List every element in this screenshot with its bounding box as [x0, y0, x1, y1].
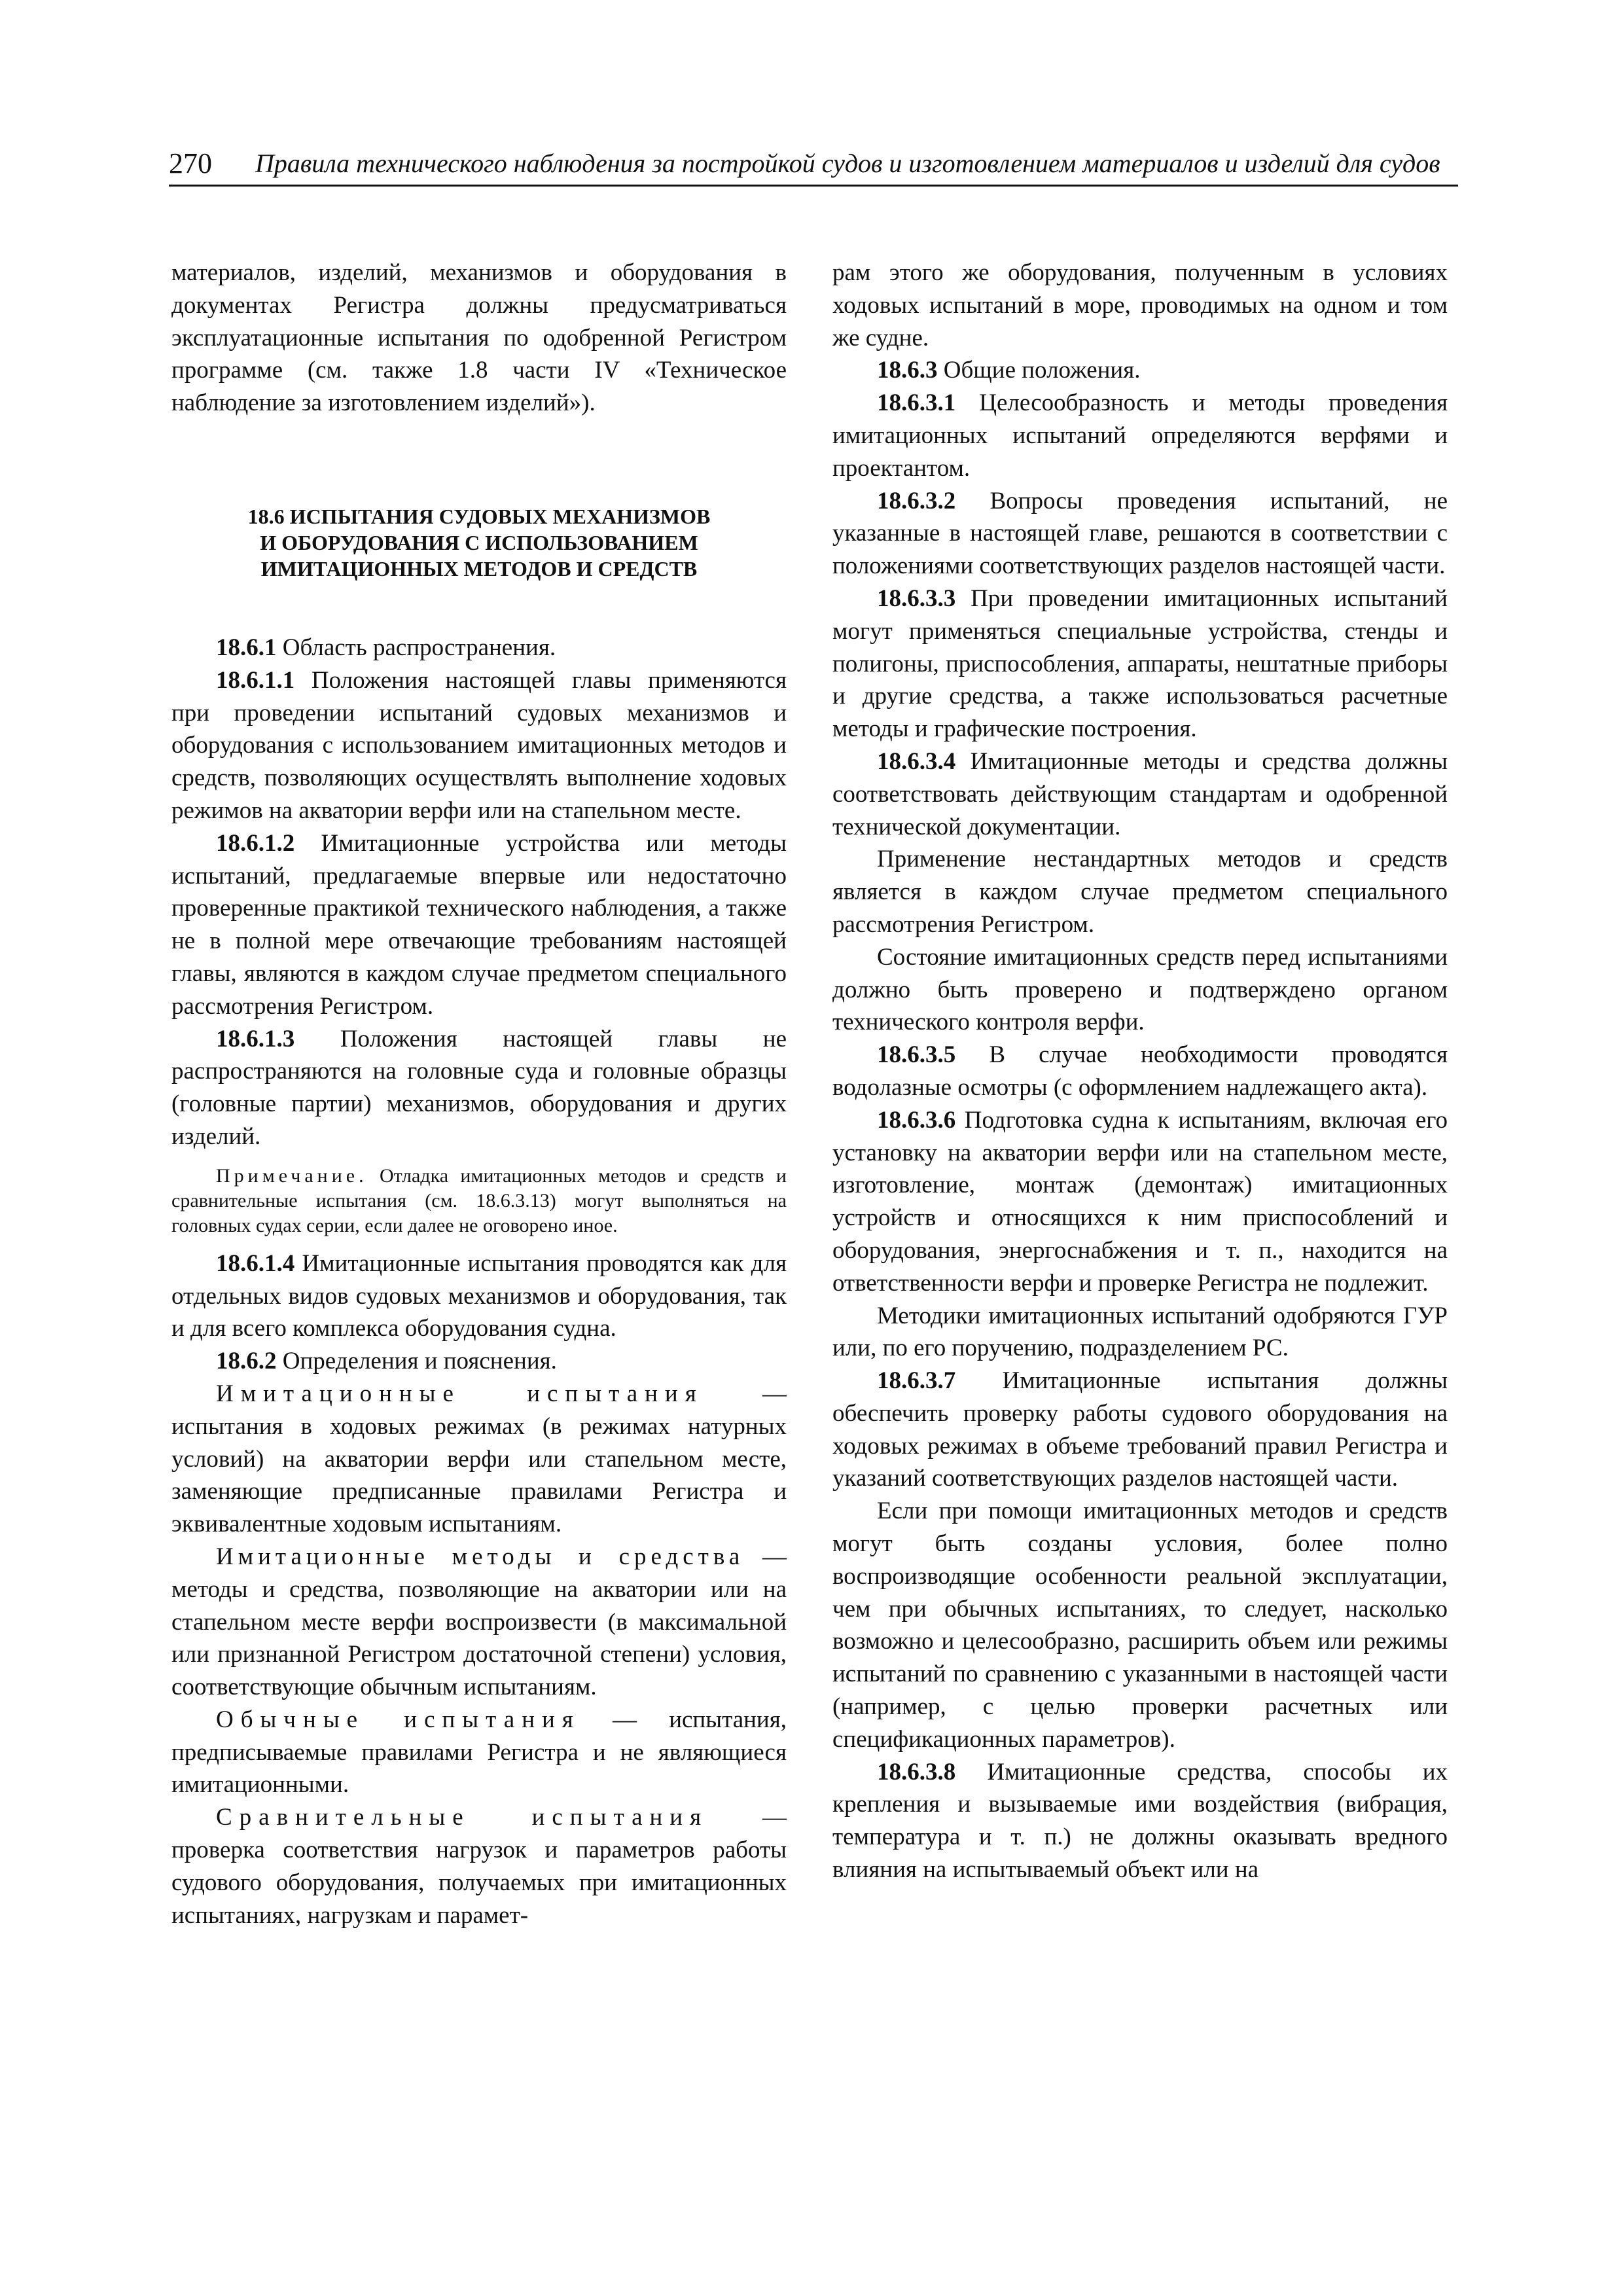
clause-number: 18.6.3.3: [877, 584, 956, 612]
header-rule: [169, 185, 1458, 187]
paragraph-18-6-1-2: [171, 827, 787, 1023]
clause-text: В случае необходимости проводятся водолазные осмотры (с оформлением надлежащего акта).: [832, 1041, 1448, 1101]
paragraph-state-of-means: Состояние имитационных средств перед испытаниями должно быть проверено и подтверждено органом технического контроля верфи.: [832, 943, 1448, 1036]
clause-number: 18.6.2: [216, 1348, 277, 1375]
right-column: [832, 257, 1448, 1886]
clause-text: Имитационные испытания проводятся как для отдельных видов судовых механизмов и оборудования, так и для всего комплекса оборудования судна.: [171, 1249, 787, 1342]
clause-number: 18.6.3.8: [877, 1758, 956, 1785]
paragraph-18-6-3: [832, 354, 1448, 387]
clause-number: 18.6.3.2: [877, 487, 956, 514]
clause-text: Имитационные устройства или методы испытаний, предлагаемые впервые или недостаточно проверенные практикой технического наблюдения, а также не в полной мере отвечающие требованиям настоящей главы, являются в каждом случае предметом специального рассмотрения Регистром.: [171, 829, 787, 1020]
definition-term: Имитационные испытания: [216, 1380, 704, 1407]
note: [171, 1164, 787, 1238]
clause-text: Подготовка судна к испытаниям, включая его установку на акватории верфи или на стапельном месте, изготовление, монтаж (демонтаж) имитационных устройств и относящихся к ним приспособлений и оборудования, энергоснабжения и т. п., находится на ответственности верфи и проверке Регистра не подлежит.: [832, 1106, 1448, 1297]
definition-text: — проверка соответствия нагрузок и параметров работы судового оборудования, получаемых при имитационных испытаниях, нагрузкам и парамет-: [171, 1804, 787, 1929]
section-heading-line2: И ОБОРУДОВАНИЯ С ИСПОЛЬЗОВАНИЕМ: [260, 530, 698, 554]
definition-ordinary-tests: [171, 1704, 787, 1801]
paragraph-18-6-1: [171, 632, 787, 664]
clause-number: 18.6.1.1: [216, 666, 295, 694]
paragraph-18-6-3-1: [832, 387, 1448, 484]
section-heading-line1: 18.6 ИСПЫТАНИЯ СУДОВЫХ МЕХАНИЗМОВ: [247, 504, 711, 528]
clause-text: Вопросы проведения испытаний, не указанные в настоящей главе, решаются в соответствии с положениями соответствующих разделов настоящей части.: [832, 487, 1448, 580]
section-heading: [171, 503, 787, 582]
note-text: Отладка имитационных методов и средств и сравнительные испытания (см. 18.6.3.13) могут выполняться на головных судах серии, если далее не оговорено иное.: [171, 1164, 787, 1236]
clause-number: 18.6.1.2: [216, 829, 295, 857]
definition-term: Имитационные методы и средства: [216, 1543, 745, 1570]
intro-paragraph: материалов, изделий, механизмов и оборудования в документах Регистра должны предусматриваться эксплуатационные испытания по одобренной Регистром программе (см. также 1.8 части IV «Техническое наблюдение за изготовлением изделий»).: [171, 259, 787, 417]
clause-text: Имитационные методы и средства должны соответствовать действующим стандартам и одобренной технической документации.: [832, 747, 1448, 840]
clause-text: Определения и пояснения.: [276, 1348, 557, 1375]
paragraph-18-6-1-1: [171, 664, 787, 827]
left-column: [171, 257, 787, 1931]
definition-term: Обычные испытания: [216, 1706, 580, 1733]
clause-number: 18.6.1.3: [216, 1025, 295, 1052]
definition-comparative-tests: [171, 1801, 787, 1931]
definition-term: Сравнительные испытания: [216, 1804, 709, 1831]
section-heading-line3: ИМИТАЦИОННЫХ МЕТОДОВ И СРЕДСТВ: [260, 556, 698, 581]
paragraph-test-methods: Методики имитационных испытаний одобряются ГУР или, по его поручению, подразделением РС.: [832, 1302, 1448, 1362]
clause-text: Целесообразность и методы проведения имитационных испытаний определяются верфями и проектантом.: [832, 389, 1448, 482]
paragraph-18-6-3-4: [832, 745, 1448, 843]
clause-number: 18.6.3.4: [877, 747, 956, 775]
clause-number: 18.6.1.4: [216, 1249, 295, 1277]
paragraph-18-6-3-7: [832, 1365, 1448, 1495]
page-number: 270: [169, 147, 212, 179]
clause-number: 18.6.3: [877, 357, 938, 384]
clause-number: 18.6.3.7: [877, 1367, 956, 1395]
clause-text: При проведении имитационных испытаний могут применяться специальные устройства, стенды и полигоны, приспособления, аппараты, нештатные приборы и другие средства, а также использоваться расчетные методы и графические построения.: [832, 584, 1448, 743]
definition-text: — испытания в ходовых режимах (в режимах натурных условий) на акватории верфи или стапельном месте, заменяющие предписанные правилами Регистра и эквивалентные ходовым испытаниям.: [171, 1380, 787, 1538]
clause-number: 18.6.3.1: [877, 389, 956, 417]
paragraph-18-6-3-6: [832, 1104, 1448, 1300]
paragraph-18-6-1-4: [171, 1247, 787, 1345]
paragraph-18-6-3-2: [832, 485, 1448, 583]
paragraph-18-6-3-3: [832, 583, 1448, 745]
paragraph-18-6-2: [171, 1345, 787, 1378]
clause-number: 18.6.1: [216, 634, 277, 661]
clause-number: 18.6.3.6: [877, 1106, 956, 1134]
clause-text: Положения настоящей главы не распространяются на головные суда и головные образцы (головные партии) механизмов, оборудования и других изделий.: [171, 1025, 787, 1150]
running-title: Правила технического наблюдения за постройкой судов и изготовлением материалов и изделий для судов: [255, 149, 1440, 178]
paragraph-18-6-3-8: [832, 1756, 1448, 1886]
clause-text: Имитационные средства, способы их крепления и вызываемые ими воздействия (вибрация, температура и т. п.) не должны оказывать вредного влияния на испытываемый объект или на: [832, 1758, 1448, 1884]
definition-text: — испытания, предписываемые правилами Регистра и не являющиеся имитационными.: [171, 1706, 787, 1799]
definition-imitation-tests: [171, 1378, 787, 1541]
clause-text: Положения настоящей главы применяются при проведении испытаний судовых механизмов и оборудования с использованием имитационных методов и средств, позволяющих осуществлять выполнение ходовых режимов на акватории верфи или на стапельном месте.: [171, 666, 787, 824]
clause-text: Общие положения.: [937, 357, 1141, 384]
clause-text: Имитационные испытания должны обеспечить проверку работы судового оборудования на ходовых режимах в объеме требований правил Регистра и указаний соответствующих разделов настоящей части.: [832, 1367, 1448, 1492]
continued-paragraph: рам этого же оборудования, полученным в условиях ходовых испытаний в море, проводимых на одном и том же судне.: [832, 259, 1448, 351]
paragraph-18-6-3-5: [832, 1039, 1448, 1104]
page-header: [169, 145, 1458, 182]
clause-text: Область распространения.: [276, 634, 556, 661]
definition-imitation-methods: [171, 1541, 787, 1704]
paragraph-18-6-1-3: [171, 1023, 787, 1153]
definition-text: — методы и средства, позволяющие на акватории или на стапельном месте верфи воспроизвести (в максимальной или признанной Регистром достаточной степени) условия, соответствующие обычным испытаниям.: [171, 1543, 787, 1701]
paragraph-extended-testing: Если при помощи имитационных методов и средств могут быть созданы условия, более полно воспроизводящие особенности реальной эксплуатации, чем при обычных испытаниях, то следует, насколько возможно и целесообразно, расширить объем или режимы испытаний по сравнению с указанными в настоящей части (например, с целью проверки расчетных или спецификационных параметров).: [832, 1498, 1448, 1753]
clause-number: 18.6.3.5: [877, 1041, 956, 1069]
paragraph-nonstandard-methods: Применение нестандартных методов и средств является в каждом случае предметом специального рассмотрения Регистром.: [832, 846, 1448, 938]
note-label: Примечание.: [216, 1164, 368, 1187]
